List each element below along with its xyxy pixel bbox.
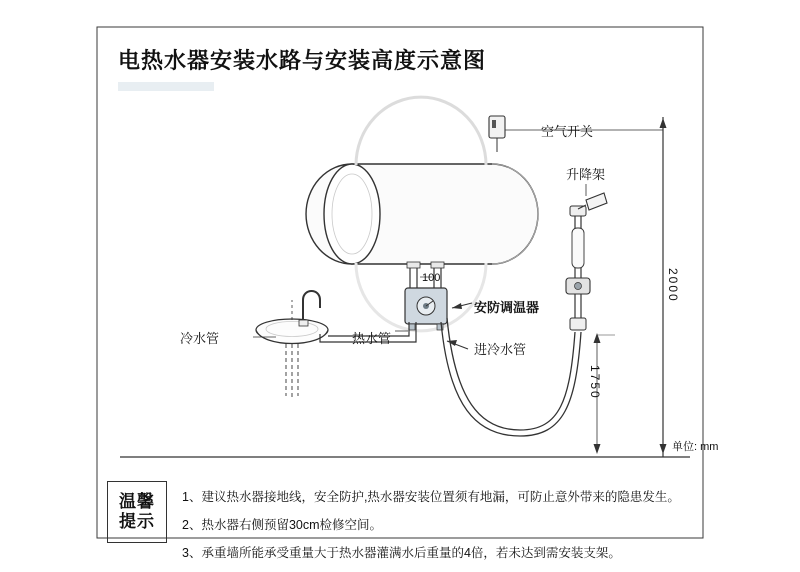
tips-badge-line2: 提示 <box>119 512 155 531</box>
tips-badge-line1: 温馨 <box>119 492 155 512</box>
unit-note: 单位: mm <box>672 441 719 453</box>
dimension-shower-height: 1750 <box>588 365 602 400</box>
tips-item: 1、建议热水器接地线，安全防护,热水器安装位置须有地漏，可防止意外带来的隐患发生。 <box>182 490 680 504</box>
label-lift-bracket: 升降架 <box>566 167 606 182</box>
shower-lift-bracket <box>566 184 607 330</box>
label-heater-value: 100 <box>422 272 441 284</box>
tips-item: 2、热水器右侧预留30cm检修空间。 <box>182 518 383 533</box>
label-cold-water-inlet: 进冷水管 <box>474 342 527 357</box>
page-title: 电热水器安装水路与安装高度示意图 <box>118 48 487 73</box>
tips-list <box>182 488 702 572</box>
air-switch-device <box>489 116 505 152</box>
dimension-overall-height: 2000 <box>666 268 680 303</box>
tips-badge <box>107 481 167 543</box>
tips-item: 3、承重墙所能承受重量大于热水器灌满水后重量的4倍，若未达到需安装支架。 <box>182 546 621 561</box>
label-cold-water-pipe: 冷水管 <box>180 331 220 346</box>
label-hot-water-pipe: 热水管 <box>352 331 392 346</box>
label-thermostat: 安防调温器 <box>474 300 540 315</box>
label-air-switch: 空气开关 <box>541 124 594 139</box>
